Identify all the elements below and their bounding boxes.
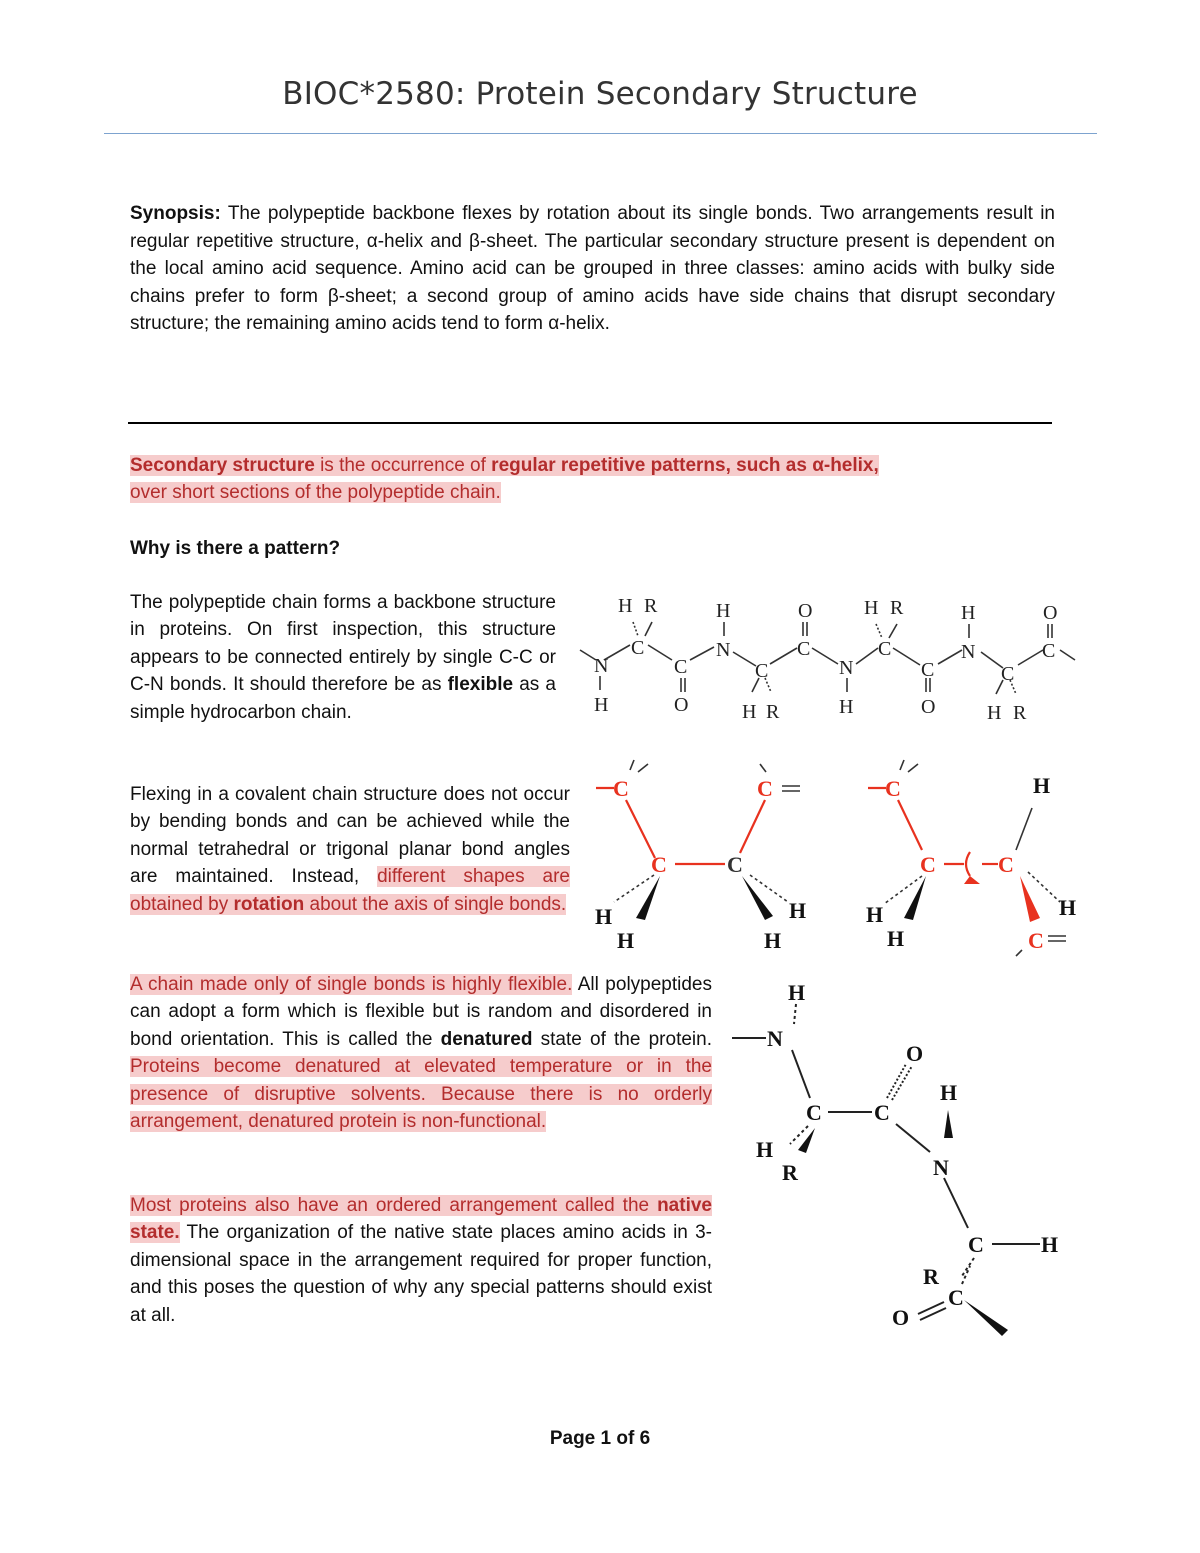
atom-h: H xyxy=(595,904,613,929)
bold-denatured: denatured xyxy=(440,1028,533,1050)
atom-h: H xyxy=(940,1080,958,1105)
atom-h: H xyxy=(764,928,782,953)
bold-flexible: flexible xyxy=(447,674,514,696)
paragraph-text: as a simple hydrocarbon chain. xyxy=(130,674,556,723)
atom-c: C xyxy=(1001,663,1015,685)
why-heading: Why is there a pattern? xyxy=(130,538,341,559)
bold-native-state: native state. xyxy=(130,1195,712,1244)
atom-h: H xyxy=(594,694,609,716)
atom-r: R xyxy=(890,597,904,619)
atom-h: H xyxy=(617,928,635,953)
atom-c: C xyxy=(797,638,811,660)
atom-c: C xyxy=(757,776,773,801)
atom-c: C xyxy=(1042,640,1056,662)
atom-c: C xyxy=(920,852,936,877)
highlight-text: different shapes are obtained by xyxy=(130,866,570,915)
atom-h: H xyxy=(987,702,1002,724)
atom-h: H xyxy=(742,701,757,723)
atom-n: N xyxy=(839,657,854,679)
definition-bold: -helix, xyxy=(823,455,879,476)
term-secondary-structure: Secondary structure xyxy=(130,455,315,476)
atom-h: H xyxy=(788,980,806,1005)
definition-text: is the occurrence of xyxy=(314,455,492,476)
rotation-figure-left xyxy=(595,760,806,953)
alpha-symbol: α xyxy=(366,230,378,252)
atom-c: C xyxy=(1028,928,1044,953)
beta-symbol: β xyxy=(469,230,480,252)
highlight-text: Most proteins also have an ordered arrangement called the xyxy=(130,1195,658,1216)
atom-r: R xyxy=(782,1160,798,1185)
page-number: Page 1 of 6 xyxy=(549,1428,651,1449)
atom-c: C xyxy=(885,776,901,801)
atom-h: H xyxy=(789,898,807,923)
atom-r: R xyxy=(766,701,780,723)
atom-n: N xyxy=(933,1155,949,1180)
atom-h: H xyxy=(887,926,905,951)
atom-c: C xyxy=(631,637,645,659)
atom-c: C xyxy=(674,656,688,678)
atom-h: H xyxy=(716,600,731,622)
rotation-figure-right xyxy=(866,760,1076,956)
atom-h: H xyxy=(864,597,879,619)
definition-bold: regular repetitive patterns, such as xyxy=(491,455,813,476)
atom-r: R xyxy=(1013,702,1027,724)
atom-o: O xyxy=(906,1041,924,1066)
synopsis-text: -sheet; a second group of amino acids have side chains that disrupt secondary structure; the remaining amino acids tend to form xyxy=(130,285,1055,335)
paragraph-text: state of the protein. xyxy=(532,1028,712,1050)
page-title: BIOC*2580: Protein Secondary Structure xyxy=(282,76,918,112)
atom-n: N xyxy=(594,655,609,677)
synopsis-label: Synopsis: xyxy=(130,203,221,224)
atom-c: C xyxy=(727,852,743,877)
atom-o: O xyxy=(798,600,813,622)
atom-c: C xyxy=(651,852,667,877)
atom-c: C xyxy=(878,638,892,660)
paragraph-text: All polypeptides can adopt a form which is flexible but is random and disordered in bond orientation. This is called the xyxy=(130,974,712,1050)
atom-c: C xyxy=(921,659,935,681)
atom-c: C xyxy=(874,1100,890,1125)
atom-c: C xyxy=(998,852,1014,877)
highlight-text: Proteins become denatured at elevated temperature or in the presence of disruptive solvents. Because there is no orderly arrangement, denatured protein is non-functional. xyxy=(130,1056,712,1133)
atom-h: H xyxy=(961,602,976,624)
atom-o: O xyxy=(674,694,689,716)
synopsis-text: -helix. xyxy=(559,313,610,335)
atom-c: C xyxy=(755,660,769,682)
synopsis-text: The polypeptide backbone flexes by rotation about its single bonds. Two arrangements result in regular repetitive structure, xyxy=(130,203,1055,252)
alpha-symbol: α xyxy=(812,455,824,476)
peptide-unit-figure xyxy=(732,980,1058,1336)
atom-c: C xyxy=(948,1285,964,1310)
atom-h: H xyxy=(756,1137,774,1162)
highlight-text: about the axis of single bonds. xyxy=(304,893,567,915)
atom-n: N xyxy=(961,641,976,663)
atom-o: O xyxy=(892,1305,910,1330)
synopsis-text: -sheet. The particular secondary structure present is dependent on the local amino acid sequence. Amino acid can be grouped in three classes: amino acids with bulky side chains prefer to form xyxy=(130,230,1055,307)
atom-o: O xyxy=(1043,602,1058,624)
paragraph-text: The organization of the native state places amino acids in 3-dimensional space in the arrangement required for proper function, and this poses the question of why any special patterns should exist at all. xyxy=(130,1222,712,1326)
atom-h: H xyxy=(618,595,633,617)
atom-n: N xyxy=(716,639,731,661)
atom-n: N xyxy=(767,1026,783,1051)
highlight-text: A chain made only of single bonds is highly flexible. xyxy=(130,974,573,995)
atom-r: R xyxy=(644,595,658,617)
atom-h: H xyxy=(866,902,884,927)
paragraph-text: Flexing in a covalent chain structure does not occur by bending bonds and can be achieved while the normal tetrahedral or trigonal planar bond angles are maintained. Instead, xyxy=(130,784,570,888)
atom-c: C xyxy=(968,1232,984,1257)
atom-r: R xyxy=(923,1264,939,1289)
backbone-structure-figure xyxy=(580,595,1075,724)
atom-h: H xyxy=(1041,1232,1059,1257)
atom-c: C xyxy=(806,1100,822,1125)
atom-o: O xyxy=(921,696,936,718)
synopsis-text: -helix and xyxy=(377,230,470,252)
atom-h: H xyxy=(1059,895,1077,920)
atom-h: H xyxy=(1033,773,1051,798)
alpha-symbol: α xyxy=(548,313,560,335)
beta-symbol: β xyxy=(327,285,339,307)
atom-h: H xyxy=(839,696,854,718)
definition-line2: over short sections of the polypeptide chain. xyxy=(130,482,501,504)
paragraph-text: The polypeptide chain forms a backbone structure in proteins. On first inspection, this structure appears to be connected entirely by single C-C or C-N bonds. It should therefore be as xyxy=(130,592,556,696)
atom-c: C xyxy=(613,776,629,801)
bold-rotation: rotation xyxy=(233,893,305,915)
